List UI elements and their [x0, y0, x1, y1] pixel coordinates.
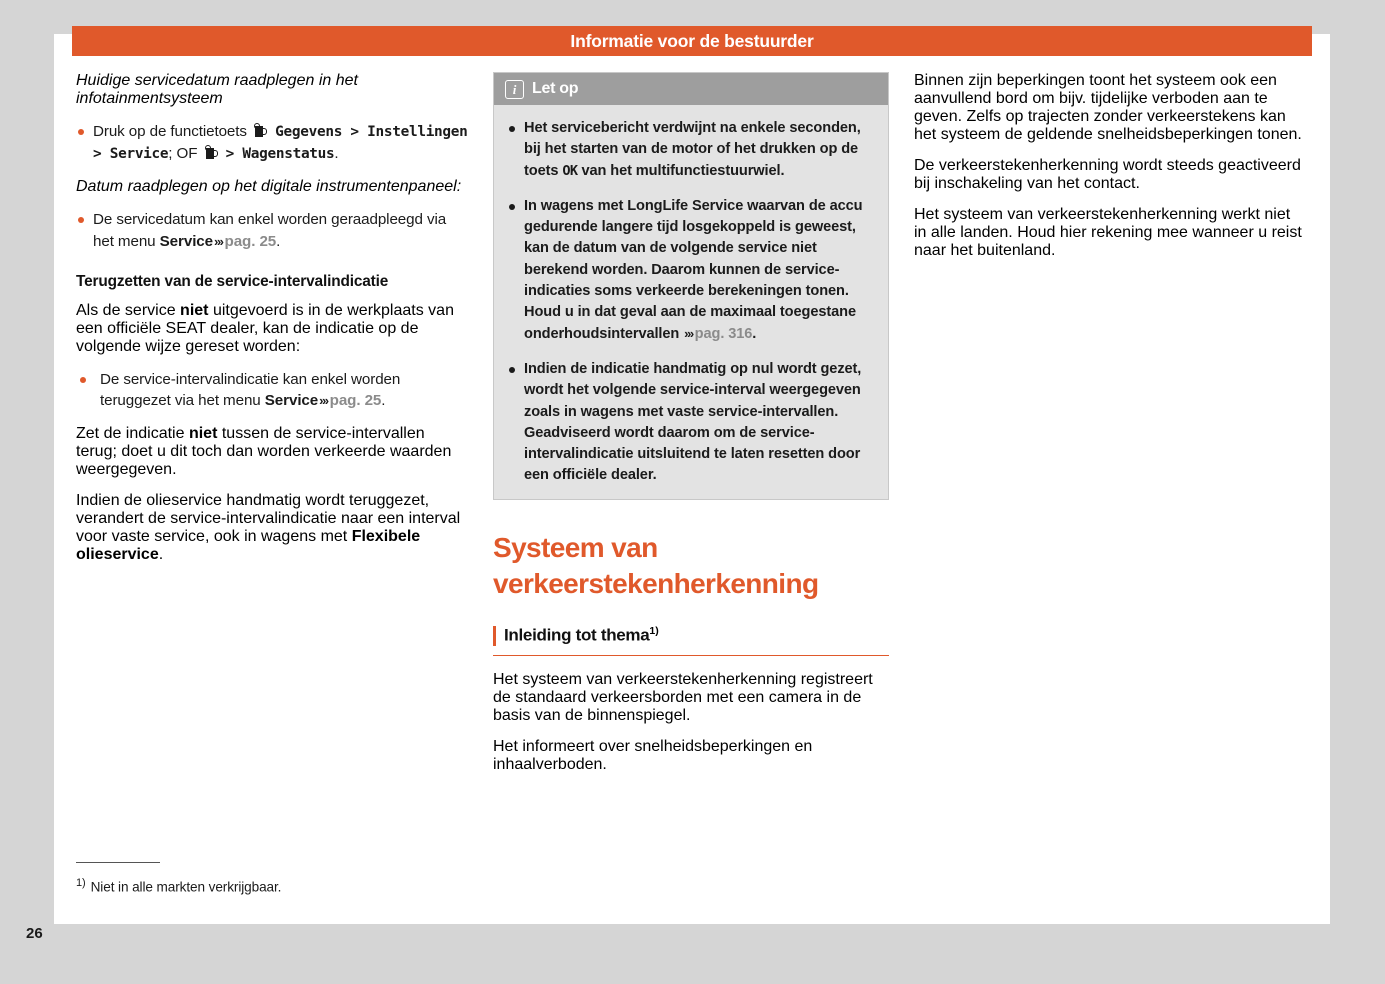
bullet-dot-icon — [78, 129, 84, 135]
note-text-after: van het multifunctiestuurwiel. — [577, 162, 785, 179]
para-text-after: . — [158, 546, 164, 564]
paragraph-activation: De verkeerstekenherkenning wordt steeds geactiveerd bij inschakeling van het contact. — [914, 157, 1301, 192]
note-box — [493, 72, 889, 500]
section-heading — [493, 625, 889, 655]
note-bullet-1-text — [524, 118, 874, 182]
note-bullet-3-text — [524, 359, 874, 487]
footnote-text-row — [76, 877, 476, 895]
bullet-dot-icon — [509, 126, 515, 132]
note-bullet-2-text — [524, 196, 874, 345]
bullet-reset-via-menu — [76, 369, 468, 413]
bullet-dot-icon — [509, 367, 515, 373]
bullet-reset-via-menu-text — [100, 369, 468, 413]
paragraph-do-not-reset — [76, 425, 468, 479]
para-bold-word: niet — [180, 301, 209, 319]
footnote-marker: 1) — [76, 877, 86, 889]
middle-column — [493, 72, 889, 862]
paragraph-limitations: Binnen zijn beperkingen toont het systeem ook een aanvullend bord om bijv. tijdelijke verboden aan te geven. Zelfs op trajecten zonder verkeerstekens kan het systeem de geldende snelheidsbeperkingen tonen. — [914, 72, 1302, 143]
bullet-dot-icon — [78, 217, 84, 223]
info-icon: i — [505, 80, 524, 99]
left-column — [76, 72, 468, 862]
menu-name: Service — [264, 392, 319, 410]
section-heading-wrap — [493, 625, 889, 655]
paragraph-manual-oil-reset — [76, 492, 468, 564]
ok-button-label: OK — [562, 162, 578, 179]
bullet-text-after: . — [276, 232, 281, 250]
intro-heading: Huidige servicedatum raadplegen in het infotainmentsysteem — [76, 72, 358, 107]
page-number: 26 — [26, 925, 43, 942]
page-reference[interactable]: pag. 25 — [224, 232, 277, 250]
note-box-body — [494, 105, 888, 499]
paragraph-system-informs: Het informeert over snelheidsbeperkingen en inhaalverboden. — [493, 737, 813, 773]
para-bold-word: niet — [188, 425, 218, 443]
footnote-divider — [76, 862, 160, 863]
footnote-area — [76, 862, 476, 895]
para-text-after: uitgevoerd is in de werkplaats van een officiële SEAT dealer, kan de indicatie op de volgende wijze gereset worden: — [76, 301, 454, 355]
section-heading-text: Inleiding tot thema — [504, 625, 650, 645]
note-text-after: . — [752, 325, 757, 342]
menu-path-1: Gegevens > Instellingen > Service — [93, 124, 468, 162]
para-text-before: Als de service — [76, 301, 181, 319]
note-bullet-3 — [508, 359, 874, 487]
paragraph-reset-intro — [76, 302, 468, 356]
para-text-before: Indien de olieservice handmatig wordt teruggezet, verandert de service-intervalindicatie naar een interval voor vaste service, ook in wagens met — [76, 492, 461, 546]
bullet-text-before: De service-intervalindicatie kan enkel worden teruggezet via het menu — [100, 370, 401, 410]
note-bullet-2 — [508, 196, 874, 345]
paragraph-country-availability: Het systeem van verkeerstekenherkenning werkt niet in alle landen. Houd hier rekening mee wanneer u reist naar het buitenland. — [914, 206, 1302, 259]
bullet-service-date-text — [93, 209, 468, 253]
note-text-before: In wagens met LongLife Service waarvan de accu gedurende langere tijd losgekoppeld is geweest, kan de datum van de volgende service niet berekend worden. Daarom kunnen de service-indicaties soms verkeerde berekeningen tonen. Houd u in dat geval aan de maximaal toegestane onderhoudsintervallen — [524, 197, 863, 342]
note-text-before: Het servicebericht verdwijnt na enkele seconden, bij het starten van de motor of het drukken op de toets — [524, 120, 861, 179]
bullet-infotainment-path — [76, 121, 468, 165]
menu-path-2: > Wagenstatus — [225, 145, 335, 162]
bullet-dot-icon — [509, 204, 515, 210]
three-column-layout — [76, 72, 1306, 862]
right-column — [914, 72, 1304, 862]
note-bullet-1 — [508, 118, 874, 182]
bullet-text-before: De servicedatum kan enkel worden geraadpleegd via het menu — [93, 210, 447, 250]
xref-arrows-icon: ››› — [319, 393, 328, 409]
subheading-reset-service: Terugzetten van de service-intervalindicatie — [76, 272, 389, 290]
note-box-title: Let op — [532, 80, 579, 97]
bullet-infotainment-path-text — [93, 121, 468, 165]
footnote-text: Niet in alle markten verkrijgbaar. — [90, 879, 282, 895]
xref-arrows-icon: ››› — [684, 325, 693, 341]
page-reference[interactable]: pag. 25 — [329, 392, 382, 410]
running-header-bar — [72, 26, 1312, 56]
note-box-header — [494, 73, 888, 105]
paragraph-system-description: Het systeem van verkeerstekenherkenning registreert de standaard verkeersborden met een camera in de basis van de binnenspiegel. — [493, 670, 873, 724]
para-text-after: tussen de service-intervallen terug; doet u dit toch dan worden verkeerde waarden weergegeven. — [76, 425, 452, 479]
section-heading-footnote-marker: 1) — [649, 625, 659, 638]
service-key-icon-2 — [205, 145, 219, 160]
note-text-before: Indien de indicatie handmatig op nul wordt gezet, wordt het volgende service-interval weergegeven zoals in wagens met vaste service-intervallen. Geadviseerd wordt daarom om de service-intervalindicatie uitsluitend te laten resetten door een officiële dealer. — [524, 360, 862, 484]
menu-path-separator: ; OF — [168, 144, 198, 162]
menu-name: Service — [159, 232, 214, 250]
bullet-dot-icon — [80, 377, 86, 383]
menu-path-period: . — [334, 144, 339, 162]
service-key-icon — [254, 123, 268, 138]
para-text-before: Zet de indicatie — [76, 425, 189, 443]
sub-intro-text: Datum raadplegen op het digitale instrumentenpaneel: — [76, 177, 462, 195]
xref-arrows-icon: ››› — [214, 233, 223, 249]
bullet-lead-text: Druk op de functietoets — [93, 123, 247, 140]
para-bold-term: Flexibele olieservice — [76, 528, 421, 564]
page-reference[interactable]: pag. 316 — [694, 325, 753, 342]
bullet-service-date — [76, 209, 468, 253]
chapter-title: Systeem van verkeerstekenherkenning — [493, 531, 819, 599]
bullet-text-after: . — [381, 392, 386, 410]
running-header-title: Informatie voor de bestuurder — [570, 30, 814, 51]
